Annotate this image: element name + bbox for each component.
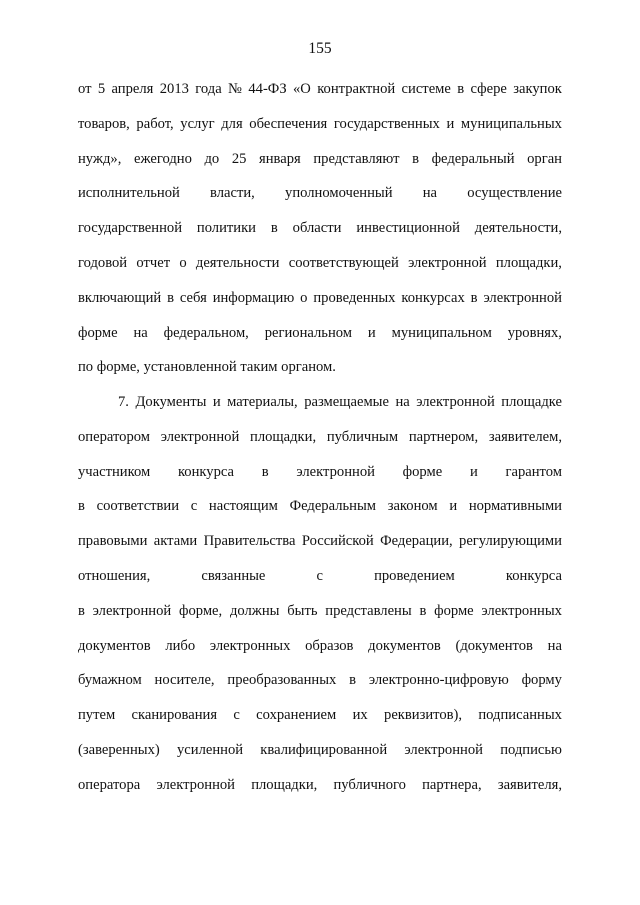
word: носителе,	[154, 672, 215, 689]
text-line	[78, 218, 562, 253]
word: настоящим	[208, 498, 278, 515]
word: с	[190, 498, 198, 515]
word: сохранением	[256, 707, 337, 724]
word: форме	[402, 463, 443, 480]
word: нужд»,	[78, 150, 122, 167]
word: электронной	[408, 254, 487, 271]
word: усиленной	[176, 741, 244, 758]
word: электронной	[160, 428, 240, 445]
word: проведением	[374, 567, 455, 584]
word: электронных	[481, 602, 562, 619]
word: и	[212, 394, 221, 410]
word: 25	[231, 150, 247, 167]
word: до	[204, 150, 220, 167]
word: Федерации,	[380, 533, 453, 550]
word: в	[349, 672, 357, 689]
word: 7.	[118, 394, 129, 410]
word: государственных	[333, 115, 440, 132]
text-line	[78, 705, 562, 740]
word: в	[419, 602, 427, 619]
word: электронной	[156, 776, 235, 793]
word: года	[195, 81, 222, 97]
word: размещаемые	[304, 394, 389, 410]
word: в	[457, 81, 465, 97]
word: представляют	[313, 150, 400, 167]
page-number: 155	[308, 40, 332, 57]
text-line	[78, 427, 562, 462]
word: электронной	[483, 289, 562, 306]
text-line	[78, 288, 562, 323]
word: 2013	[159, 81, 189, 97]
word: и	[469, 463, 478, 480]
word: должны	[229, 602, 280, 619]
word: проведенных	[313, 289, 396, 306]
word: в	[270, 220, 278, 237]
word: годовой	[78, 254, 128, 271]
word: ежегодно	[133, 150, 192, 167]
word: путем	[78, 707, 116, 724]
word: региональном	[264, 324, 353, 341]
word: материалы,	[227, 394, 298, 410]
word: сканирования	[131, 707, 218, 724]
word: услуг	[180, 115, 215, 132]
word: закупок	[513, 81, 562, 97]
word: в	[78, 498, 85, 515]
word: в	[167, 289, 174, 306]
word: либо	[165, 637, 196, 654]
word: электронной	[404, 741, 483, 758]
word: на	[547, 637, 562, 654]
word: Федеральным	[289, 498, 376, 515]
word: в	[470, 289, 478, 306]
word: гарантом	[505, 463, 562, 480]
text-line	[78, 566, 562, 601]
word: оператора	[78, 776, 141, 793]
word: политики	[196, 220, 256, 237]
word: электронно-цифровую	[368, 672, 509, 689]
word: (документов	[455, 637, 533, 654]
word: контрактной	[317, 81, 396, 97]
word: сфере	[470, 81, 507, 97]
text-line	[78, 740, 562, 775]
word: правовыми	[78, 533, 148, 550]
word: исполнительной	[78, 185, 180, 202]
word: №	[228, 81, 242, 97]
text-line	[78, 79, 562, 114]
word: о	[179, 254, 187, 271]
word: включающий	[78, 289, 162, 306]
text-line	[78, 183, 562, 218]
paragraph-2	[78, 392, 562, 810]
word: регулирующими	[459, 533, 562, 550]
text-line	[78, 392, 562, 427]
word: публичного	[333, 776, 406, 793]
word: подписанных	[478, 707, 562, 724]
word: товаров,	[78, 115, 130, 132]
word: (заверенных)	[78, 741, 160, 758]
word: документов	[78, 637, 151, 654]
word: площадки,	[251, 776, 318, 793]
word: и	[449, 498, 458, 515]
word: связанные	[201, 567, 266, 584]
text-line	[78, 462, 562, 497]
word: 44-ФЗ	[248, 81, 287, 97]
word: в	[412, 150, 419, 167]
word: форму	[521, 672, 562, 689]
word: системе	[401, 81, 451, 97]
word: реквизитов),	[384, 707, 463, 724]
word: федеральный	[431, 150, 515, 167]
word: отношения,	[78, 567, 151, 584]
word: нормативными	[468, 498, 562, 515]
word: площадке	[501, 394, 562, 410]
word: участником	[78, 463, 151, 480]
word: площадки,	[495, 254, 562, 271]
word: партнером,	[408, 428, 479, 445]
word: о	[300, 289, 308, 306]
word: форме	[78, 324, 118, 341]
word: конкурса	[177, 463, 235, 480]
word: деятельности,	[474, 220, 562, 237]
word: января	[259, 150, 301, 167]
word: осуществление	[467, 185, 562, 202]
word: области	[292, 220, 342, 237]
paragraph-1	[78, 79, 562, 392]
word: «О	[293, 81, 311, 97]
word: оператором	[78, 428, 151, 445]
word: заявителя,	[497, 776, 562, 793]
text-line: по форме, установленной таким органом.	[78, 359, 336, 376]
word: уровнях,	[507, 324, 562, 341]
text-line	[78, 636, 562, 671]
word: соответствующей	[288, 254, 399, 271]
word: Российской	[301, 533, 374, 550]
word: быть	[287, 602, 318, 619]
word: на	[422, 185, 438, 202]
text-line	[78, 531, 562, 566]
word: заявителем,	[488, 428, 562, 445]
word: работ,	[136, 115, 174, 132]
text-line	[78, 601, 562, 636]
word: конкурсах	[401, 289, 465, 306]
text-line	[78, 253, 562, 288]
text-line	[78, 496, 562, 531]
word: подписью	[500, 741, 562, 758]
word: орган	[527, 150, 562, 167]
word: Правительства	[203, 533, 296, 550]
word: обеспечения	[249, 115, 328, 132]
word: уполномоченный	[285, 185, 393, 202]
word: власти,	[210, 185, 255, 202]
word: апреля	[111, 81, 154, 97]
word: форме	[434, 602, 474, 619]
word: от	[78, 81, 92, 97]
word: преобразованных	[227, 672, 337, 689]
text-line	[78, 670, 562, 705]
word: на	[133, 324, 148, 341]
text-line	[78, 114, 562, 149]
word: законом	[387, 498, 438, 515]
word: для	[221, 115, 243, 132]
word: в	[78, 602, 85, 619]
word: отчет	[136, 254, 171, 271]
word: документов	[368, 637, 441, 654]
word: партнера,	[422, 776, 482, 793]
word: их	[352, 707, 368, 724]
word: электронной	[296, 463, 375, 480]
word: федеральном,	[163, 324, 249, 341]
word: соответствии	[96, 498, 180, 515]
word: деятельности	[195, 254, 280, 271]
word: себя	[179, 289, 207, 306]
word: публичным	[326, 428, 399, 445]
word: 5	[97, 81, 106, 97]
word: актами	[153, 533, 198, 550]
text-line	[78, 323, 562, 358]
word: квалифицированной	[260, 741, 388, 758]
word: форме,	[178, 602, 223, 619]
word: с	[233, 707, 240, 724]
word: в	[261, 463, 269, 480]
word: электронной	[416, 394, 495, 410]
word: муниципальных	[460, 115, 562, 132]
word: образов	[305, 637, 354, 654]
word: конкурса	[505, 567, 562, 584]
word: электронных	[209, 637, 291, 654]
text-line	[78, 149, 562, 184]
word: электронной	[92, 602, 172, 619]
word: инвестиционной	[356, 220, 460, 237]
word: и	[446, 115, 455, 132]
word: представлены	[325, 602, 412, 619]
word: на	[395, 394, 410, 410]
word: государственной	[78, 220, 183, 237]
word: Документы	[135, 394, 207, 410]
word: информацию	[212, 289, 295, 306]
word: муниципальном	[391, 324, 492, 341]
word: площадки,	[250, 428, 317, 445]
text-line	[78, 775, 562, 810]
word: с	[316, 567, 323, 584]
word: бумажном	[78, 672, 142, 689]
word: и	[367, 324, 376, 341]
